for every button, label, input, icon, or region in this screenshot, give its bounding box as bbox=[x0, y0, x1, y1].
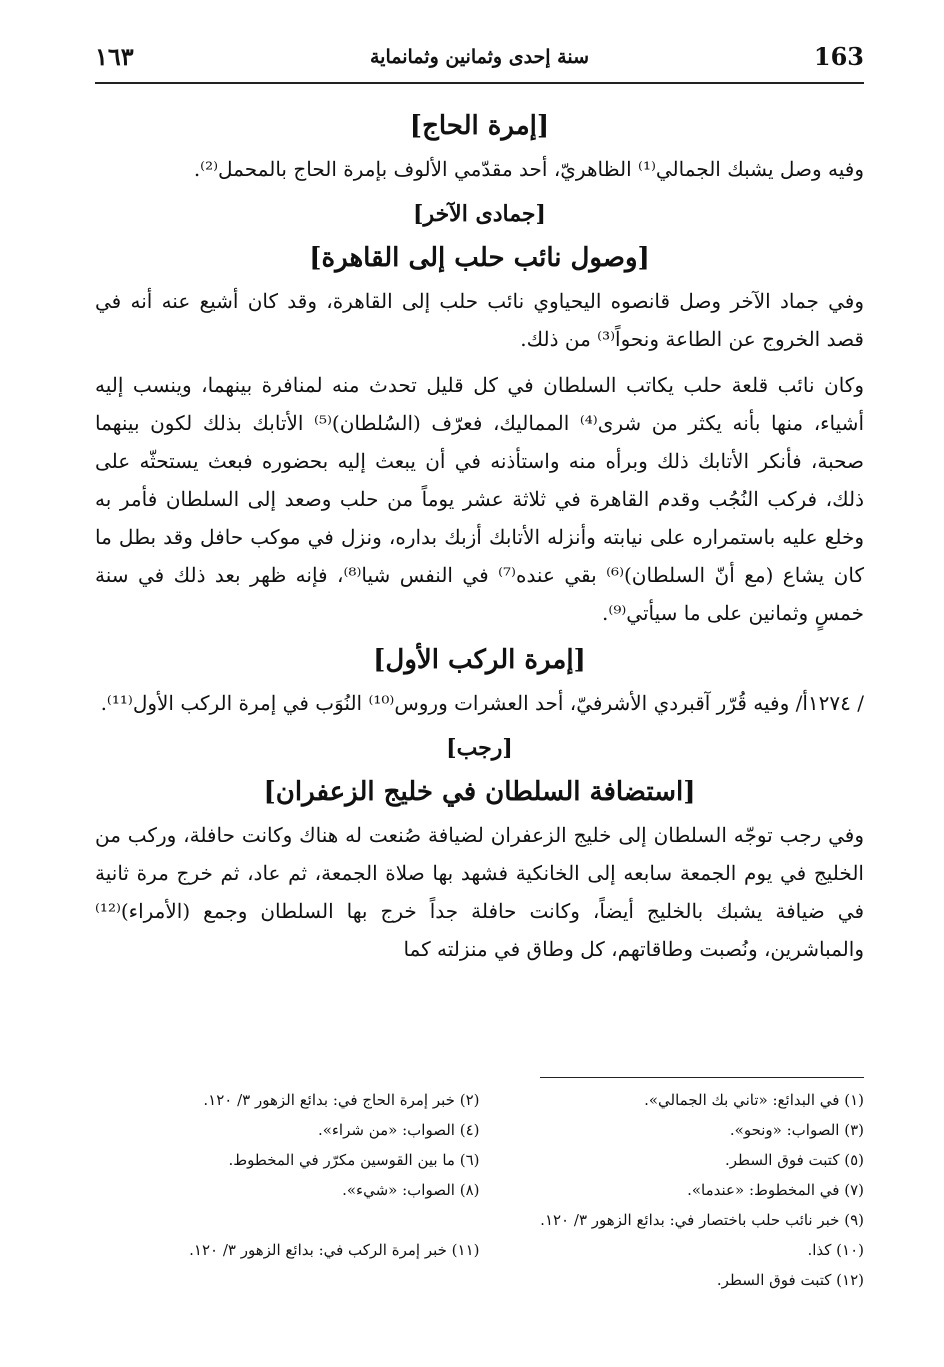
footnote: (٤) الصواب: «من شراء». bbox=[317, 1121, 480, 1139]
section-heading: [إمرة الحاج] bbox=[409, 111, 550, 141]
section-heading: [استضافة السلطان في خليج الزعفران] bbox=[263, 777, 696, 807]
paragraph: وفيه وصل يشبك الجمالي⁽¹⁾ الظاهريّ، أحد مقدّمي الألوف بإمرة الحاج بالمحمل⁽²⁾. bbox=[193, 157, 864, 181]
section-heading: [إمرة الركب الأول] bbox=[373, 645, 586, 675]
footnote-row bbox=[95, 1115, 864, 1145]
footnote: (٨) الصواب: «شيء». bbox=[342, 1181, 480, 1199]
paragraph: وفي جماد الآخر وصل قانصوه اليحياوي نائب حلب إلى القاهرة، وقد كان أشيع عنه أنه في قصد الخروج عن الطاعة ونحواً⁽³⁾ من ذلك. bbox=[95, 289, 865, 351]
footnote-row bbox=[95, 1145, 864, 1175]
main-text bbox=[95, 100, 864, 976]
section-heading: [وصول نائب حلب إلى القاهرة] bbox=[309, 243, 650, 273]
page-number-arabic: ١٦٣ bbox=[95, 42, 134, 71]
footnote-row bbox=[95, 1175, 864, 1205]
footnote: (١٠) كذا. bbox=[807, 1241, 864, 1259]
page-number-latin: 163 bbox=[813, 42, 864, 71]
footnote: (١٢) كتبت فوق السطر. bbox=[716, 1271, 864, 1289]
paragraph: / ١٢٧٤أ/ وفيه قُرّر آقبردي الأشرفيّ، أحد العشرات وروس⁽¹⁰⁾ النُوَب في إمرة الركب الأول⁽¹¹⁾. bbox=[100, 691, 864, 715]
footnote: (٦) ما بين القوسين مكرّر في المخطوط. bbox=[228, 1151, 480, 1169]
month-heading: [جمادى الآخر] bbox=[413, 201, 546, 227]
footnote: (٢) خبر إمرة الحاج في: بدائع الزهور ٣/ ١٢٠. bbox=[203, 1091, 480, 1109]
month-heading: [رجب] bbox=[446, 735, 513, 761]
footnote: (١) في البدائع: «تاني بك الجمالي». bbox=[644, 1091, 864, 1109]
footnote-rule bbox=[540, 1077, 864, 1078]
footnote-row bbox=[95, 1235, 864, 1265]
footnotes bbox=[95, 1085, 864, 1295]
footnote-row bbox=[95, 1085, 864, 1115]
footnote: (٣) الصواب: «ونحو». bbox=[729, 1121, 864, 1139]
footnote: (٥) كتبت فوق السطر. bbox=[724, 1151, 864, 1169]
footnote: (٧) في المخطوط: «عندما». bbox=[687, 1181, 864, 1199]
footnote: (١١) خبر إمرة الركب في: بدائع الزهور ٣/ ١٢٠. bbox=[189, 1241, 480, 1259]
footnote: (٩) خبر نائب حلب باختصار في: بدائع الزهور ٣/ ١٢٠. bbox=[540, 1211, 864, 1229]
paragraph: وكان نائب قلعة حلب يكاتب السلطان في كل قليل تحدث منه لمنافرة بينهما، وينسب إليه أشياء، منها بأنه يكثر من شرى⁽⁴⁾ المماليك، فعرّف (السُلطان)⁽⁵⁾ الأتابك بذلك لكون بينهما صحبة، فأنكر الأتابك ذلك وبرأه منه واستأذنه في أن يبعث إليه بحضوره فبعث يستحثّه على ذلك، فركب النُجُب وقدم القاهرة في ثلاثة عشر يوماً من حلب وصعد إلى السلطان فأمر به وخلع عليه باستمراره على نيابته وأنزله الأتابك أزبك بداره، ونزل في موكب حافل وقد بطل ما كان يشاع (مع أنّ السلطان)⁽⁶⁾ بقي عنده⁽⁷⁾ في النفس شيا⁽⁸⁾، فإنه ظهر بعد ذلك في سنة خمسٍ وثمانين على ما سيأتي⁽⁹⁾. bbox=[95, 373, 864, 625]
paragraph: وفي رجب توجّه السلطان إلى خليج الزعفران لضيافة صُنعت له هناك وكانت حافلة، وركب من الخليج في يوم الجمعة سابعه إلى الخانكية فشهد بها صلاة الجمعة، ثم عاد، ثم خرج مرة ثانية في ضيافة يشبك بالخليج أيضاً، وكانت حافلة جداً خرج بها السلطان وجمع (الأمراء)⁽¹²⁾ والمباشرين، ونُصبت وطاقاتهم، كل وطاق في منزلته كما bbox=[95, 823, 864, 961]
page-header bbox=[95, 42, 864, 78]
header-rule bbox=[95, 82, 864, 84]
running-title: سنة إحدى وثمانين وثمانماية bbox=[369, 46, 590, 68]
